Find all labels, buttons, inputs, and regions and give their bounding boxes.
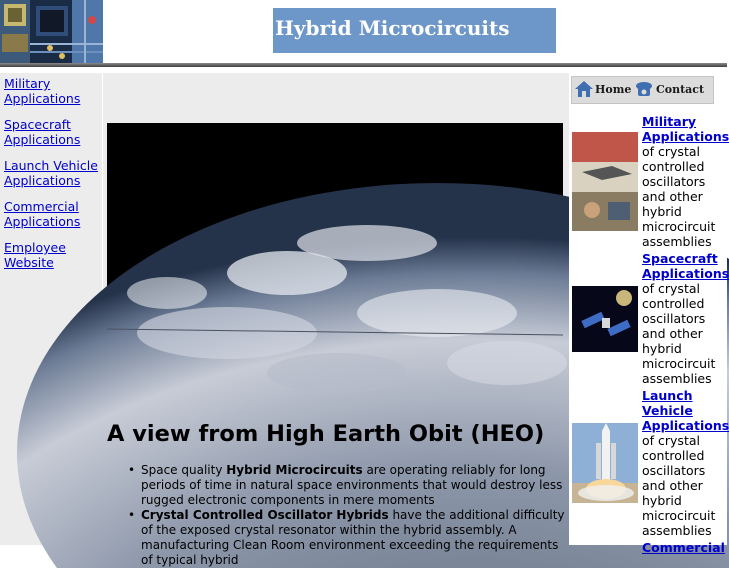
telephone-icon (634, 79, 654, 102)
launch-vehicle-applications-block (642, 388, 727, 538)
site-title: Hybrid Microcircuits (275, 16, 510, 40)
nav-military-applications[interactable]: Military Applications (4, 76, 81, 106)
commercial-applications-block (642, 540, 727, 555)
nav-employee-website[interactable]: Employee Website (4, 240, 66, 270)
sidebar-link-launch-vehicle-applications[interactable]: Launch Vehicle Applications (642, 388, 729, 433)
contact-button[interactable]: Contact (656, 83, 705, 96)
nav-spacecraft-applications[interactable]: Spacecraft Applications (4, 117, 81, 147)
list-item (141, 508, 566, 568)
bullet-text: are operating reliably for long periods of time in natural space environments that would destroy less rugged electronic components in mere moments (141, 463, 563, 507)
bullet-emphasis: Crystal Controlled Oscillator Hybrids (141, 508, 389, 522)
earth-from-orbit-image (107, 123, 563, 407)
sidebar-description: of crystal controlled oscillators and other hybrid microcircuit assemblies (642, 281, 716, 386)
military-applications-image[interactable] (572, 132, 638, 231)
title-banner (273, 8, 556, 53)
spacecraft-applications-image[interactable] (572, 286, 638, 352)
bullet-emphasis: Hybrid Microcircuits (226, 463, 363, 477)
page-header (0, 0, 727, 63)
bullet-text: have the additional difficulty of the exposed crystal resonator within the hybrid assembly. A manufacturing Clean Room environment exceeding the requirements of typical hybrid (141, 508, 565, 567)
sidebar-description: of crystal controlled oscillators and other hybrid microcircuit assemblies (642, 144, 716, 249)
spacecraft-applications-block (642, 251, 727, 386)
bullet-list (141, 463, 566, 568)
home-button[interactable]: Home (595, 83, 632, 96)
list-item (141, 463, 566, 508)
nav-launch-vehicle-applications[interactable]: Launch Vehicle Applications (4, 158, 98, 188)
sidebar-link-commercial[interactable]: Commercial (642, 540, 725, 555)
top-nav-buttons (571, 76, 714, 104)
military-applications-block (642, 114, 727, 249)
right-sidebar (569, 73, 729, 555)
circuit-board-logo (0, 0, 103, 63)
sidebar-link-spacecraft-applications[interactable]: Spacecraft Applications (642, 251, 729, 281)
main-content (103, 73, 569, 567)
house-icon (574, 79, 594, 102)
page-heading: A view from High Earth Obit (HEO) (107, 421, 545, 447)
sidebar-description: of crystal controlled oscillators and other hybrid microcircuit assemblies (642, 433, 716, 538)
launch-vehicle-applications-image[interactable] (572, 423, 638, 503)
sidebar-link-military-applications[interactable]: Military Applications (642, 114, 729, 144)
bullet-text: Space quality (141, 463, 227, 477)
nav-commercial-applications[interactable]: Commercial Applications (4, 199, 81, 229)
